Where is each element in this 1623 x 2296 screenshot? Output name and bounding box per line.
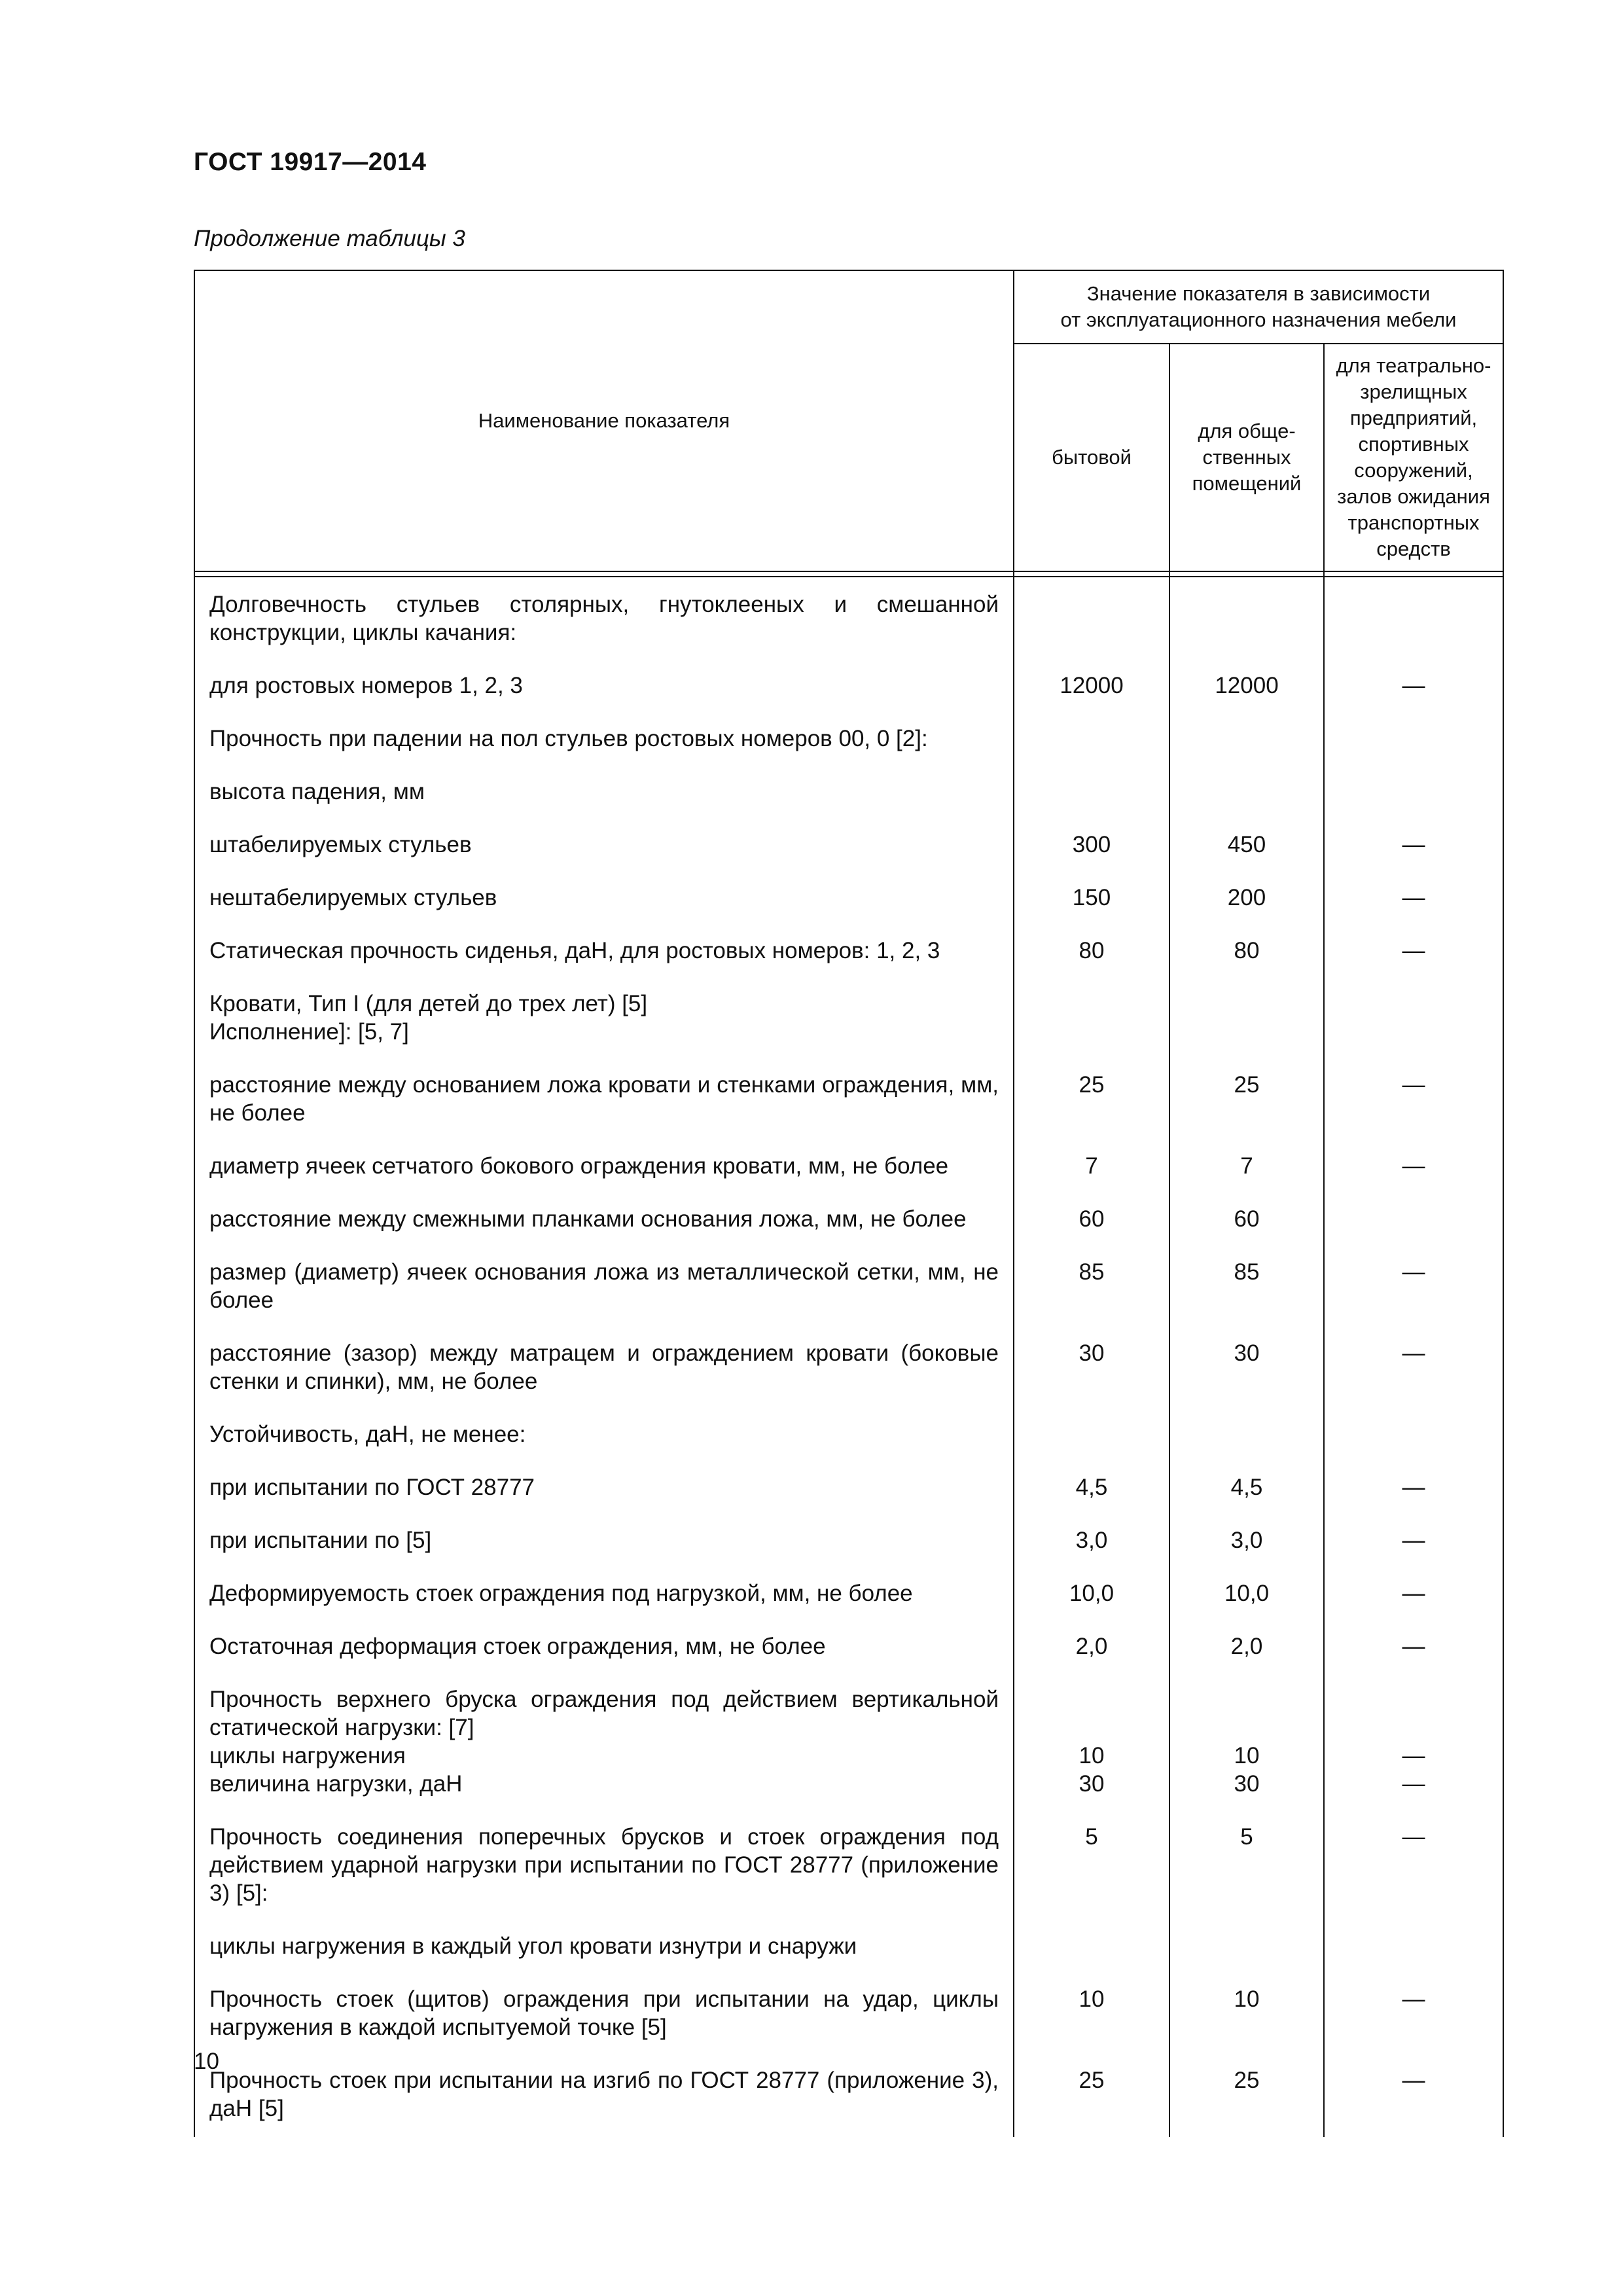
- row-name: Устойчивость, даН, не менее:: [194, 1410, 1014, 1463]
- value-household: 12000: [1014, 661, 1169, 714]
- value-public: 85: [1169, 1247, 1324, 1329]
- row-name-line-1: Кровати, Тип I (для детей до трех лет) [5]: [209, 991, 648, 1016]
- table-row: [194, 714, 1503, 767]
- value-household: 5: [1014, 1812, 1169, 1922]
- value-household: 4,5: [1014, 1463, 1169, 1516]
- row-name: Прочность при падении на пол стульев ростовых номеров 00, 0 [2]:: [194, 714, 1014, 767]
- value-public: 10,0: [1169, 1569, 1324, 1622]
- value-theater: —: [1324, 1060, 1503, 1141]
- value-public: 10: [1169, 1975, 1324, 2056]
- value-theater: —: [1324, 926, 1503, 979]
- value-theater: —: [1324, 1622, 1503, 1675]
- value-public: 60: [1169, 1194, 1324, 1247]
- col3-line-4: спортивных: [1358, 433, 1469, 456]
- value-household: 10,0: [1014, 1569, 1169, 1622]
- value-household: [1014, 979, 1169, 1060]
- value-public: [1169, 577, 1324, 661]
- table-row: [194, 1410, 1503, 1463]
- value-public: 7: [1169, 1141, 1324, 1194]
- value-household: 2,0: [1014, 1622, 1169, 1675]
- value-public-cycles: 10: [1234, 1743, 1260, 1768]
- value-household: 150: [1014, 873, 1169, 926]
- value-household: [1014, 714, 1169, 767]
- value-public: 200: [1169, 873, 1324, 926]
- value-household: [1014, 577, 1169, 661]
- table-caption: Продолжение таблицы 3: [194, 226, 465, 251]
- row-subitem-load: величина нагрузки, даН: [209, 1771, 463, 1797]
- row-name: штабелируемых стульев: [194, 820, 1014, 873]
- requirements-table: [194, 270, 1504, 2137]
- row-name: при испытании по [5]: [194, 1516, 1014, 1569]
- value-public: 25: [1169, 1060, 1324, 1141]
- value-household: [1014, 767, 1169, 820]
- value-theater: [1324, 979, 1503, 1060]
- value-theater-cycles: —: [1402, 1743, 1425, 1768]
- value-theater: —: [1324, 661, 1503, 714]
- table-row: [194, 577, 1503, 661]
- theater-sports-column-header: [1324, 344, 1503, 571]
- table-row: [194, 1194, 1503, 1247]
- value-theater: [1324, 714, 1503, 767]
- value-theater: [1324, 577, 1503, 661]
- value-public: 12000: [1169, 661, 1324, 714]
- value-household: 30: [1014, 1329, 1169, 1410]
- value-theater: —: [1324, 1812, 1503, 1922]
- row-name-line-2: Исполнение]: [5, 7]: [209, 1019, 409, 1045]
- table-row: [194, 1975, 1503, 2056]
- value-theater: —: [1324, 820, 1503, 873]
- value-public: 3,0: [1169, 1516, 1324, 1569]
- value-public: [1169, 714, 1324, 767]
- document-code: ГОСТ 19917—2014: [194, 148, 427, 176]
- row-name: Прочность соединения поперечных брусков и стоек ограждения под действием ударной нагрузки при испытании по ГОСТ 28777 (приложение 3) [5]:: [194, 1812, 1014, 1922]
- group-header-line-1: Значение показателя в зависимости: [1086, 282, 1431, 305]
- row-subitem-cycles: циклы нагружения: [209, 1743, 406, 1768]
- table-row: [194, 1141, 1503, 1194]
- public-premises-column-header: [1169, 344, 1324, 571]
- table-row: [194, 1622, 1503, 1675]
- row-name: для ростовых номеров 1, 2, 3: [194, 661, 1014, 714]
- value-public: 450: [1169, 820, 1324, 873]
- col3-line-8: средств: [1376, 537, 1451, 560]
- row-name: Долговечность стульев столярных, гнутоклееных и смешанной конструкции, циклы качания:: [194, 577, 1014, 661]
- row-name-main: Прочность верхнего бруска ограждения под действием вертикальной статической нагрузки: [7]: [209, 1687, 999, 1740]
- row-name: диаметр ячеек сетчатого бокового ограждения кровати, мм, не более: [194, 1141, 1014, 1194]
- value-public: 2,0: [1169, 1622, 1324, 1675]
- table-row: [194, 1329, 1503, 1410]
- col2-line-2: ственных: [1202, 446, 1291, 469]
- value-household: 80: [1014, 926, 1169, 979]
- value-theater: —: [1324, 1569, 1503, 1622]
- col2-line-1: для обще-: [1198, 420, 1296, 442]
- value-public: [1169, 1410, 1324, 1463]
- value-theater: —: [1324, 1975, 1503, 2056]
- row-name: высота падения, мм: [194, 767, 1014, 820]
- row-name: размер (диаметр) ячеек основания ложа из металлической сетки, мм, не более: [194, 1247, 1014, 1329]
- col3-line-5: сооружений,: [1354, 459, 1473, 482]
- value-public: [1169, 1675, 1324, 1812]
- value-theater-load: —: [1402, 1771, 1425, 1797]
- value-theater: [1324, 1410, 1503, 1463]
- row-name: Статическая прочность сиденья, даН, для ростовых номеров: 1, 2, 3: [194, 926, 1014, 979]
- value-theater: —: [1324, 2056, 1503, 2137]
- value-theater: [1324, 1922, 1503, 1975]
- value-public-load: 30: [1234, 1771, 1260, 1797]
- value-household: 3,0: [1014, 1516, 1169, 1569]
- value-household: 25: [1014, 2056, 1169, 2137]
- group-header-line-2: от эксплуатационного назначения мебели: [1060, 308, 1457, 331]
- value-theater: [1324, 767, 1503, 820]
- value-household: [1014, 1675, 1169, 1812]
- value-public: [1169, 767, 1324, 820]
- col3-line-2: зрелищных: [1360, 380, 1467, 403]
- value-public: [1169, 979, 1324, 1060]
- value-public: 80: [1169, 926, 1324, 979]
- value-theater: —: [1324, 1516, 1503, 1569]
- table-row: [194, 661, 1503, 714]
- value-household-load: 30: [1079, 1771, 1105, 1797]
- col3-line-7: транспортных: [1347, 511, 1480, 534]
- value-theater: [1324, 1675, 1503, 1812]
- col3-line-1: для театрально-: [1336, 354, 1491, 377]
- row-name: Деформируемость стоек ограждения под нагрузкой, мм, не более: [194, 1569, 1014, 1622]
- table-row: [194, 979, 1503, 1060]
- row-name: расстояние между смежными планками основания ложа, мм, не более: [194, 1194, 1014, 1247]
- name-column-header: Наименование показателя: [194, 270, 1014, 571]
- value-group-header: [1014, 270, 1503, 344]
- row-name: Остаточная деформация стоек ограждения, мм, не более: [194, 1622, 1014, 1675]
- value-theater: [1324, 1194, 1503, 1247]
- table-row: [194, 1247, 1503, 1329]
- value-household: 10: [1014, 1975, 1169, 2056]
- value-public: [1169, 1922, 1324, 1975]
- value-public: 4,5: [1169, 1463, 1324, 1516]
- row-name: [194, 979, 1014, 1060]
- table-row: [194, 1922, 1503, 1975]
- value-household: 85: [1014, 1247, 1169, 1329]
- value-theater: —: [1324, 1463, 1503, 1516]
- row-name: расстояние между основанием ложа кровати и стенками ограждения, мм, не более: [194, 1060, 1014, 1141]
- household-column-header: бытовой: [1014, 344, 1169, 571]
- value-theater: —: [1324, 1141, 1503, 1194]
- row-name: циклы нагружения в каждый угол кровати изнутри и снаружи: [194, 1922, 1014, 1975]
- col3-line-3: предприятий,: [1349, 406, 1478, 429]
- table-row: [194, 1675, 1503, 1812]
- value-household-cycles: 10: [1079, 1743, 1105, 1768]
- row-name: при испытании по ГОСТ 28777: [194, 1463, 1014, 1516]
- table-row: [194, 1463, 1503, 1516]
- row-name: Прочность стоек при испытании на изгиб по ГОСТ 28777 (приложение 3), даН [5]: [194, 2056, 1014, 2137]
- value-household: [1014, 1922, 1169, 1975]
- value-theater: —: [1324, 1247, 1503, 1329]
- table-row: [194, 1516, 1503, 1569]
- table-row: [194, 2056, 1503, 2137]
- value-household: 60: [1014, 1194, 1169, 1247]
- table-row: [194, 873, 1503, 926]
- value-public: 25: [1169, 2056, 1324, 2137]
- value-household: 25: [1014, 1060, 1169, 1141]
- table-row: [194, 1569, 1503, 1622]
- value-public: 30: [1169, 1329, 1324, 1410]
- header-double-rule: [194, 571, 1503, 577]
- value-public: 5: [1169, 1812, 1324, 1922]
- value-household: [1014, 1410, 1169, 1463]
- row-name: нештабелируемых стульев: [194, 873, 1014, 926]
- row-name: Прочность стоек (щитов) ограждения при испытании на удар, циклы нагружения в каждой испытуемой точке [5]: [194, 1975, 1014, 2056]
- table-row: [194, 820, 1503, 873]
- table-row: [194, 1060, 1503, 1141]
- col3-line-6: залов ожидания: [1337, 485, 1490, 508]
- value-theater: —: [1324, 873, 1503, 926]
- value-theater: —: [1324, 1329, 1503, 1410]
- table-row: [194, 767, 1503, 820]
- row-name: расстояние (зазор) между матрацем и ограждением кровати (боковые стенки и спинки), мм, не более: [194, 1329, 1014, 1410]
- value-household: 300: [1014, 820, 1169, 873]
- page-number: 10: [194, 2049, 219, 2074]
- value-household: 7: [1014, 1141, 1169, 1194]
- row-name: [194, 1675, 1014, 1812]
- table-row: [194, 1812, 1503, 1922]
- header-row-1: [194, 270, 1503, 344]
- col2-line-3: помещений: [1192, 472, 1302, 495]
- table-row: [194, 926, 1503, 979]
